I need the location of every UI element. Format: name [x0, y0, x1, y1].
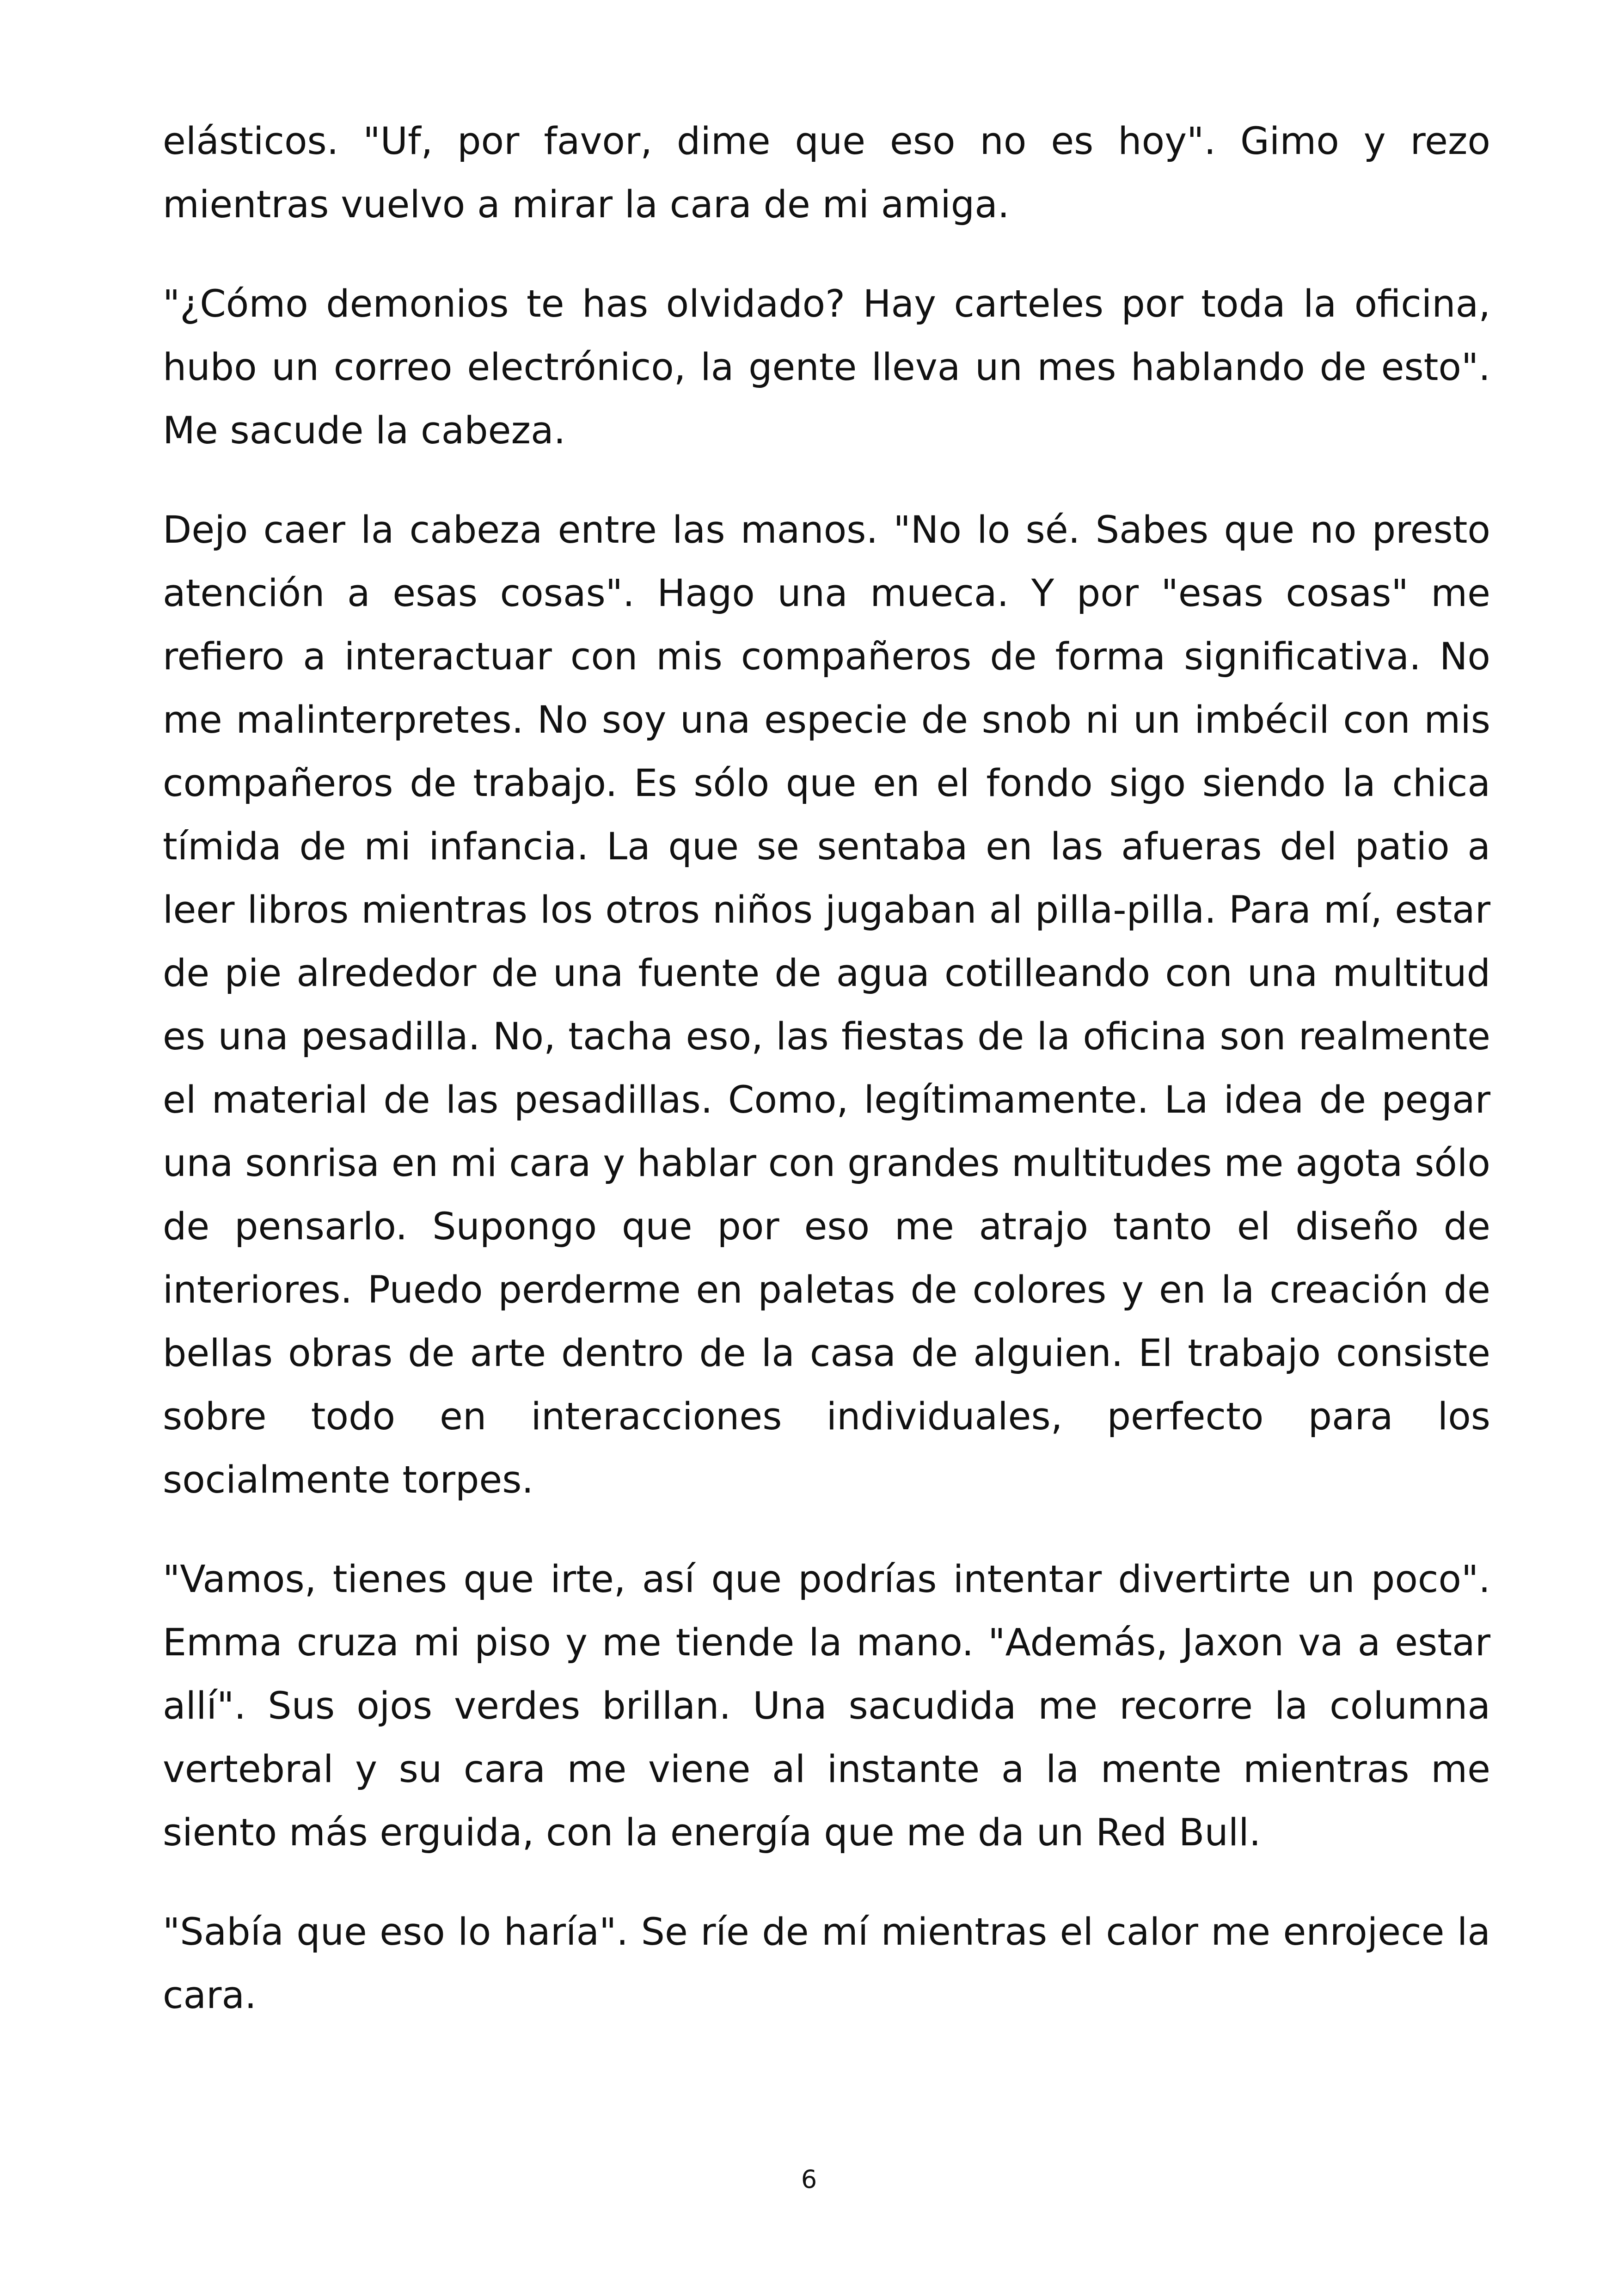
paragraph-1: elásticos. "Uf, por favor, dime que eso no es hoy". Gimo y rezo mientras vuelvo a mirar la cara de mi amiga. — [163, 120, 1490, 227]
paragraph-5: "Sabía que eso lo haría". Se ríe de mí mientras el calor me enrojece la cara. — [163, 1910, 1490, 2017]
paragraph-4: "Vamos, tienes que irte, así que podrías intentar divertirte un poco". Emma cruza mi piso y me tiende la mano. "Además, Jaxon va a estar allí". Sus ojos verdes brillan. Una sacudida me recorre la columna vertebral y su cara me viene al instante a la mente mientras me siento más erguida, con la energía que me da un Red Bull. — [163, 1558, 1490, 1855]
page-number: 6 — [801, 2165, 817, 2194]
paragraph-2: "¿Cómo demonios te has olvidado? Hay carteles por toda la oficina, hubo un correo electrónico, la gente lleva un mes hablando de esto". Me sacude la cabeza. — [163, 282, 1490, 453]
paragraph-3: Dejo caer la cabeza entre las manos. "No lo sé. Sabes que no presto atención a esas cosas". Hago una mueca. Y por "esas cosas" me refiero a interactuar con mis compañeros de forma significativa. No me malinterpretes. No soy una especie de snob ni un imbécil con mis compañeros de trabajo. Es sólo que en el fondo sigo siendo la chica tímida de mi infancia. La que se sentaba en las afueras del patio a leer libros mientras los otros niños jugaban al pilla-pilla. Para mí, estar de pie alrededor de una fuente de agua cotilleando con una multitud es una pesadilla. No, tacha eso, las fiestas de la oficina son realmente el material de las pesadillas. Como, legítimamente. La idea de pegar una sonrisa en mi cara y hablar con grandes multitudes me agota sólo de pensarlo. Supongo que por eso me atrajo tanto el diseño de interiores. Puedo perderme en paletas de colores y en la creación de bellas obras de arte dentro de la casa de alguien. El trabajo consiste sobre todo en interacciones individuales, perfecto para los socialmente torpes. — [163, 508, 1490, 1502]
text-body — [163, 110, 1490, 2063]
